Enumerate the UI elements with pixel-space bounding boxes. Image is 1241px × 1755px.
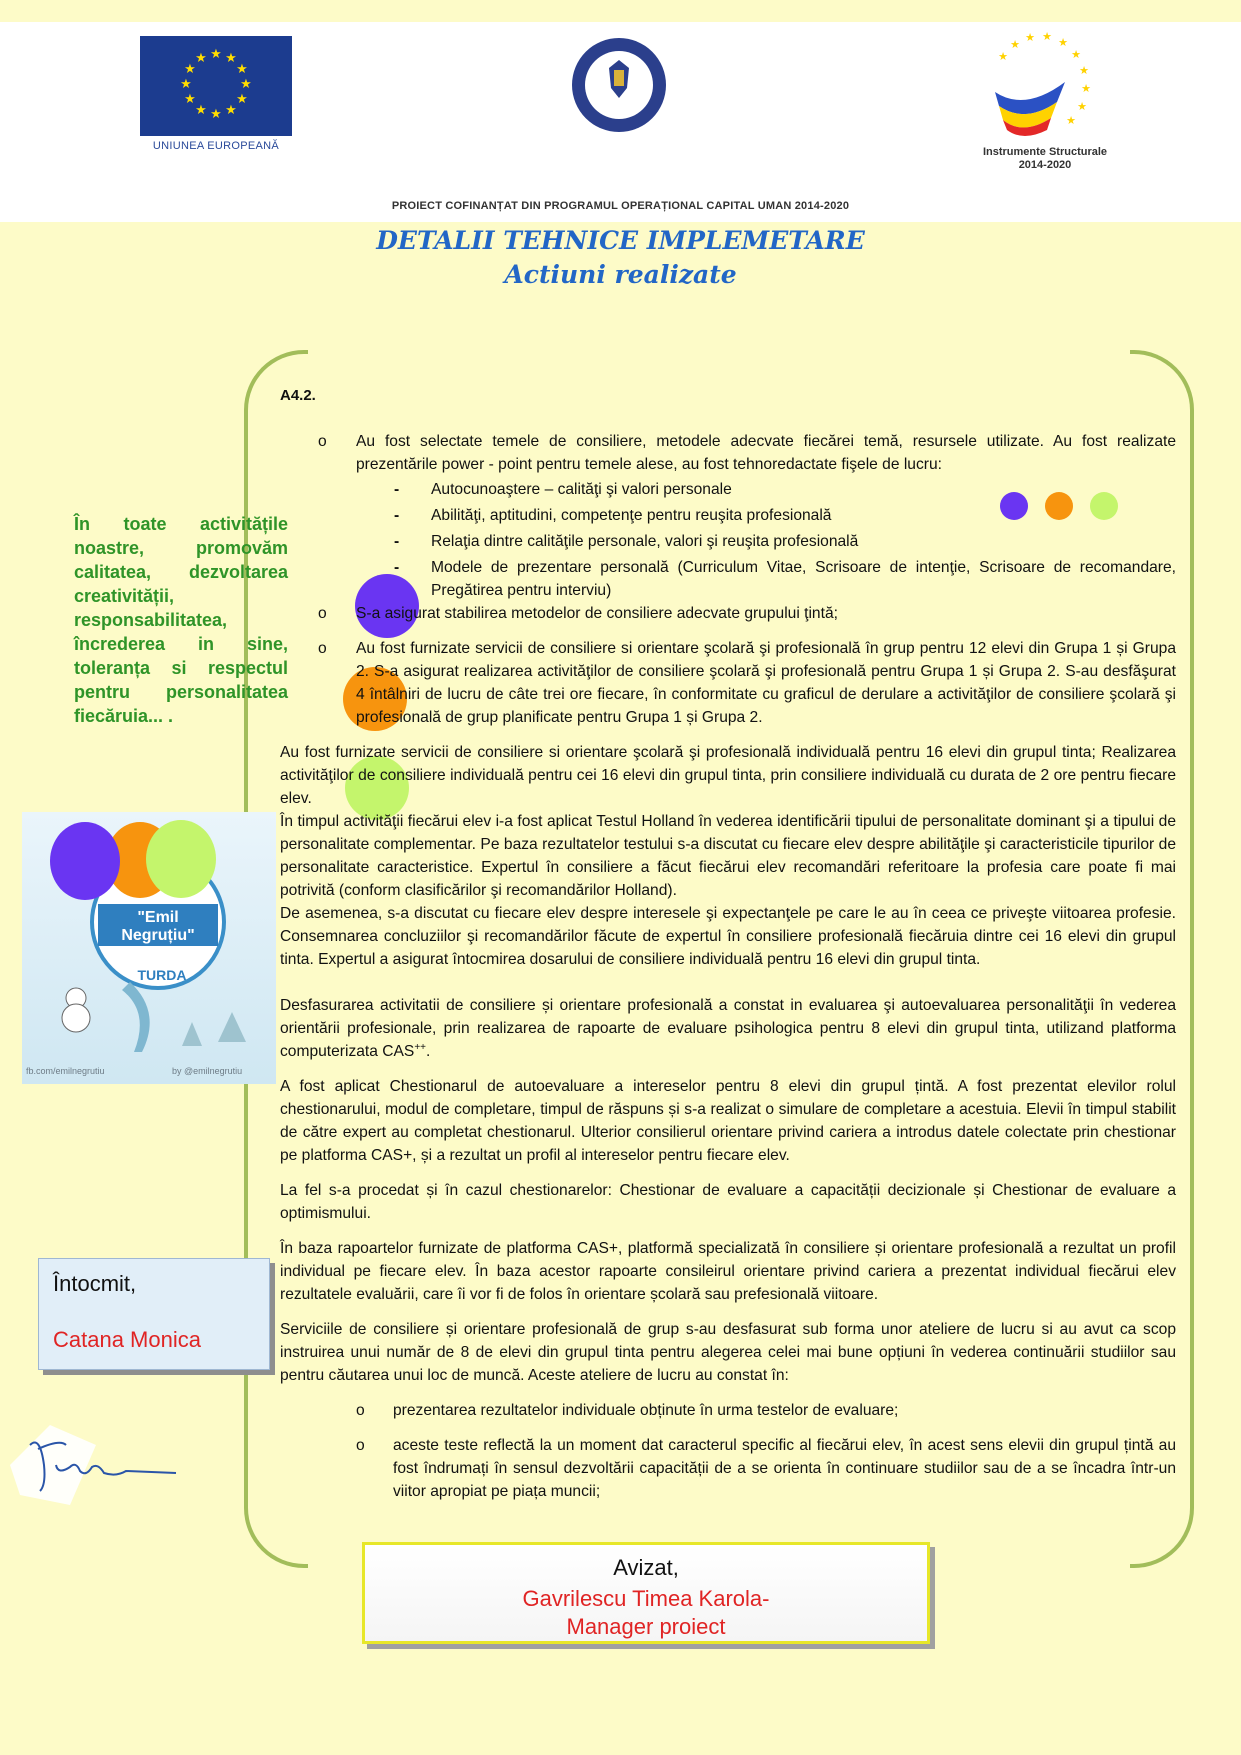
eu-caption: UNIUNEA EUROPEANĂ (152, 140, 280, 152)
side-quote: În toate activitățile noastre, promovăm calitatea, dezvoltarea creativității, responsabilitatea, încrederea in sine, toleranța si respectul pentru personalitatea fiecăruia... . (74, 514, 288, 726)
bullet-item (280, 637, 1176, 729)
dash-marker: - (394, 507, 400, 524)
project-cofinancing-line: PROIECT COFINANȚAT DIN PROGRAMUL OPERAȚIONAL CAPITAL UMAN 2014-2020 (391, 200, 850, 212)
bullet-text: Au fost selectate temele de consiliere, metodele adecvate fiecărei temă, resursele utilizate. Au fost realizate prezentările power - point pentru temele alese, au fost tehnoredactate fişele de lucru: (356, 433, 1176, 473)
approved-by-role: Manager proiect (566, 1614, 726, 1639)
government-seal-logo (570, 36, 668, 134)
paragraph: În timpul activităţii fiecărui elev i-a fost aplicat Testul Holland în vederea identificării tipului de personalitate dominant şi a tipului de personalitate complementar. Pe baza rezultatelor testului s-a discutat cu fiecare elev despre abilităţile şi caracteristicile tipurilor de personalitate caracteristice. Expertul în consiliere a făcut fiecărui elev recomandări referitoare la profesia care poate fi mai potrivită (conform clasificărilor şi recomandărilor Holland). (280, 813, 1176, 899)
sub-item-text: Abilităţi, aptitudini, competenţe pentru reuşita profesională (431, 507, 832, 524)
eu-flag-logo (140, 36, 292, 136)
svg-text:★: ★ (210, 107, 222, 122)
paragraph: Serviciile de consiliere și orientare profesională de grup s-au desfasurat sub forma unor ateliere de lucru si au avut ca scop instruirea unui număr de 8 de elevi din grupul tinta pentru alegerea celei mai bune opțiuni în vederea continuării studiilor sau pentru căutarea unui loc de muncă. Aceste ateliere de lucru au constat în: (280, 1321, 1176, 1384)
title-line1: DETALII TEHNICE IMPLEMETARE (376, 226, 865, 255)
page-title (0, 224, 1241, 292)
bullet-item (280, 1399, 1176, 1422)
svg-text:★: ★ (1042, 32, 1052, 43)
svg-text:★: ★ (225, 51, 237, 66)
bullet-marker: o (356, 1402, 365, 1419)
svg-text:★: ★ (1025, 32, 1035, 44)
paragraph: A fost aplicat Chestionarul de autoevaluare a intereselor pentru 8 elevi din grupul țintă. A fost prezentat elevilor rolul chestionarului, modul de completare, timpul de răspuns și s-a realizat o simulare de completare a acestuia. Elevii în timpul stabilit de către expert au completat chestionarul. Ulterior consilierul orientare privind cariera a introdus datele colectate prin chestionar pe platforma CAS+, și a rezultat un profil al intereselor pentru fiecare elev. (280, 1078, 1176, 1164)
sub-list-item (280, 556, 1176, 602)
svg-text:★: ★ (1081, 82, 1091, 95)
bullet-text: Au fost furnizate servicii de consiliere si orientare şcolară şi profesională în grup pentru 12 elevi din Grupa 1 și Grupa 2. S-a asigurat realizarea activităţilor de consiliere şcolară şi profesională pentru Grupa 1 și Grupa 2. S-au desfăşurat 4 întâlniri de lucru de câte trei ore fiecare, în conformitate cu graficul de derulare a activităţilor de consiliere şcolară şi profesională de grup planificate pentru Grupa 1 și Grupa 2. (356, 640, 1176, 726)
sub-item-text: Modele de prezentare personală (Curriculum Vitae, Scrisoare de intenţie, Scrisoare de recomandare, Pregătirea pentru interviu) (431, 559, 1176, 599)
school-name-line1: "Emil (137, 909, 179, 926)
main-content (280, 430, 1176, 1503)
bullet-marker: o (356, 1437, 365, 1454)
bullet-marker: o (318, 433, 327, 450)
paragraph: Au fost furnizate servicii de consiliere si orientare şcolară şi profesională individuală pentru 16 elevi din grupul tinta; Realizarea activităţilor de consiliere individuală pentru cei 16 elevi din grupul tinta, prin consiliere individuală cu durata de 2 ore pentru fiecare elev. (280, 744, 1176, 807)
approved-by-box (362, 1542, 930, 1644)
approved-by-label: Avizat, (613, 1555, 679, 1580)
svg-text:★: ★ (225, 103, 237, 118)
svg-text:★: ★ (1071, 48, 1081, 61)
school-name-line2: Negruțiu" (121, 927, 195, 944)
header-banner (0, 22, 1241, 222)
is-caption-line2: 2014-2020 (1018, 159, 1072, 171)
sub-list-item (280, 504, 1176, 527)
paragraph: La fel s-a procedat și în cazul chestionarelor: Chestionar de evaluare a capacității decizionale și Chestionar de evaluare a optimismului. (280, 1182, 1176, 1222)
sub-item-text: Relaţia dintre calităţile personale, valori şi reuşita profesională (431, 533, 859, 550)
dash-marker: - (394, 533, 400, 550)
structural-instruments-caption (960, 146, 1130, 172)
school-city: TURDA (137, 967, 187, 983)
svg-text:★: ★ (1010, 38, 1020, 51)
svg-text:★: ★ (1077, 100, 1087, 113)
sub-list-item (280, 478, 1176, 501)
bullet-item (280, 430, 1176, 476)
paragraph-text: Desfasurarea activitatii de consiliere și orientare profesională a constat in evaluarea şi autoevaluarea personalităţii în vederea orientării profesionale, prin realizarea de rapoarte de evaluare psihologica pentru 8 elevi din grupul tinta, utilizand platforma computerizata CAS (280, 997, 1176, 1060)
eu-stars-icon (140, 36, 292, 136)
structural-instruments-logo (985, 32, 1100, 142)
section-heading: A4.2. (280, 387, 316, 404)
svg-text:★: ★ (180, 77, 192, 92)
school-footer-right: by @emilnegrutiu (172, 1066, 243, 1076)
svg-text:★: ★ (1079, 64, 1089, 77)
svg-text:★: ★ (210, 47, 222, 62)
svg-text:★: ★ (998, 50, 1008, 63)
approved-by-name (365, 1585, 927, 1641)
sub-item-text: Autocunoaştere – calităţi şi valori personale (431, 481, 732, 498)
sub-list-item (280, 530, 1176, 553)
title-line2: Actiuni realizate (504, 260, 737, 289)
svg-text:★: ★ (1058, 36, 1068, 49)
svg-text:★: ★ (184, 62, 196, 77)
superscript: ++ (414, 1041, 427, 1053)
dash-marker: - (394, 481, 400, 498)
svg-text:★: ★ (195, 51, 207, 66)
approved-by-person: Gavrilescu Timea Karola- (522, 1586, 770, 1611)
decor-circle-purple (50, 822, 120, 900)
decor-circle-lime (146, 820, 216, 898)
prepared-by-name: Catana Monica (53, 1327, 201, 1352)
handwritten-signature (0, 1405, 200, 1515)
is-caption-line1: Instrumente Structurale (982, 146, 1108, 158)
paragraph (280, 994, 1176, 1063)
svg-text:★: ★ (240, 77, 252, 92)
bullet-item (280, 1434, 1176, 1503)
bullet-item (280, 602, 1176, 625)
svg-text:★: ★ (195, 103, 207, 118)
paragraph-end: . (426, 1043, 431, 1060)
bullet-text: S-a asigurat stabilirea metodelor de consiliere adecvate grupului ţintă; (356, 605, 838, 622)
school-footer-left: fb.com/emilnegrutiu (26, 1066, 105, 1076)
svg-text:★: ★ (236, 62, 248, 77)
bullet-marker: o (318, 605, 327, 622)
svg-text:★: ★ (236, 92, 248, 107)
svg-text:★: ★ (184, 92, 196, 107)
bullet-text: prezentarea rezultatelor individuale obținute în urma testelor de evaluare; (393, 1402, 899, 1419)
bullet-text: aceste teste reflectă la un moment dat caracterul specific al fiecărui elev, în acest sens elevii din grupul țintă au fost îndrumați în sensul dezvoltării capacității de a se orienta în continuare studiilor sau de a se încadra într-un viitor apropiat pe piața muncii; (393, 1437, 1176, 1500)
paragraph: De asemenea, s-a discutat cu fiecare elev despre interesele şi expectanţele pe care le au în ceea ce priveşte viitoarea profesie. Consemnarea concluziilor şi recomandărilor făcute de expertul în consiliere profesională fiecăruia dintre cei 16 elevi din grupul tinta. Expertul a asigurat întocmirea dosarului de consiliere individuală pentru 16 elevi din grupul tinta. (280, 905, 1176, 968)
paragraph: În baza rapoartelor furnizate de platforma CAS+, platformă specializată în consiliere și orientare profesională a rezultat un profil individual pe fiecare elev. În baza acestor rapoarte consileirul orientare privind cariera a prezentat individual fiecărui elev rezultatele evaluării, care îi vor fi de folos în orientare școlară sau prefesională viitoare. (280, 1240, 1176, 1303)
svg-text:★: ★ (1066, 114, 1076, 127)
prepared-by-label: Întocmit, (53, 1271, 137, 1296)
bullet-marker: o (318, 640, 327, 657)
dash-marker: - (394, 559, 400, 576)
prepared-by-box (38, 1258, 270, 1370)
